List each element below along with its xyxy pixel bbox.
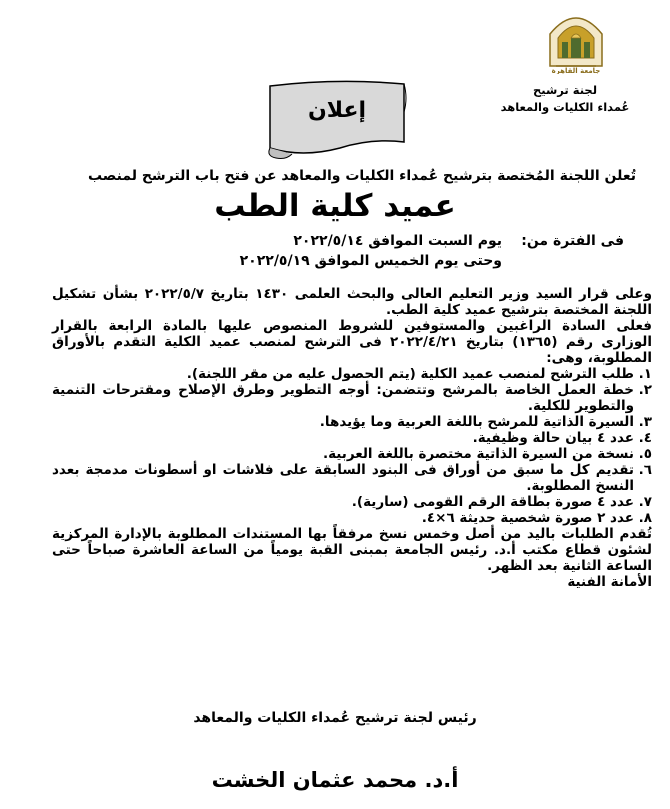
list-item — [52, 382, 652, 414]
period-label: فى الفترة من: — [521, 233, 624, 249]
list-item — [52, 510, 652, 526]
banner-title: إعلان — [307, 98, 367, 123]
period-from: يوم السبت الموافق ٢٠٢٢/٥/١٤ — [293, 233, 502, 249]
required-documents-list — [52, 366, 652, 526]
item-text: تقديم كل ما سبق من أوراق فى البنود السابقة على فلاشات او أسطونات مدمجة بعدد النسخ المطلوبة. — [52, 462, 634, 494]
paragraph-requirements: فعلى السادة الراغبين والمستوفين للشروط المنصوص عليها بالمادة الرابعة بالقرار الوزارى رقم (١٣٦٥) بتاريخ ٢٠٢٢/٤/٢١ فى الترشح لمنصب عميد الكلية التقدم بالأوراق المطلوبة، وهى: — [52, 318, 652, 366]
item-number: ٤. — [638, 430, 652, 446]
announcement-body — [52, 286, 652, 590]
item-number: ١. — [638, 366, 652, 382]
list-item — [52, 366, 652, 382]
list-item — [52, 414, 652, 430]
signatory-title: رئيس لجنة ترشيح عُمداء الكليات والمعاهد — [193, 710, 477, 726]
item-text: السيرة الذاتية للمرشح باللغة العربية وما يؤيدها. — [319, 414, 634, 430]
post-title: عميد كلية الطب — [214, 188, 456, 224]
item-number: ٧. — [638, 494, 652, 510]
period-to: وحتى يوم الخميس الموافق ٢٠٢٢/٥/١٩ — [239, 253, 502, 269]
item-number: ٨. — [638, 510, 652, 526]
item-text: عدد ٤ بيان حالة وظيفية. — [472, 430, 634, 446]
logo-label: جامعة القاهرة — [551, 67, 601, 74]
list-item — [52, 462, 652, 494]
list-item — [52, 494, 652, 510]
item-text: نسخة من السيرة الذاتية مختصرة باللغة العربية. — [322, 446, 634, 462]
item-text: طلب الترشح لمنصب عميد الكلية (يتم الحصول عليه من مقر اللجنة). — [186, 366, 634, 382]
item-number: ٥. — [638, 446, 652, 462]
intro-line: تُعلن اللجنة المُختصة بترشيح عُمداء الكليات والمعاهد عن فتح باب الترشح لمنصب — [87, 168, 636, 184]
item-text: عدد ٢ صورة شخصية حديثة ٦×٤. — [421, 510, 634, 526]
item-number: ٢. — [638, 382, 652, 398]
committee-header — [490, 82, 640, 116]
item-text: خطة العمل الخاصة بالمرشح وتتضمن: أوجه التطوير وطرق الإصلاح ومقترحات التنمية والتطوير للكلية. — [52, 382, 634, 414]
committee-line-2: عُمداء الكليات والمعاهد — [500, 100, 630, 114]
item-number: ٦. — [638, 462, 652, 478]
signatory-name: أ.د. محمد عثمان الخشت — [211, 768, 459, 792]
item-number: ٣. — [638, 414, 652, 430]
paragraph-decree: وعلى قرار السيد وزير التعليم العالى والبحث العلمى ١٤٣٠ بتاريخ ٢٠٢٢/٥/٧ بشأن تشكيل اللجنة المختصة بترشيح عميد كلية الطب. — [52, 286, 652, 318]
item-text: عدد ٤ صورة بطاقة الرقم القومى (سارية). — [351, 494, 634, 510]
submission-note: تُقدم الطلبات باليد من أصل وخمس نسخ مرفقاً بها المستندات المطلوبة بالإدارة المركزية لشئون قطاع مكتب أ.د. رئيس الجامعة بمبنى القبة يومياً من الساعة العاشرة صباحاً حتى الساعة الثانية بعد الظهر. — [52, 526, 652, 574]
secretariat: الأمانة الفنية — [567, 574, 652, 590]
list-item — [52, 446, 652, 462]
university-logo — [540, 8, 612, 74]
list-item — [52, 430, 652, 446]
committee-line-1: لجنة ترشيح — [532, 83, 598, 97]
